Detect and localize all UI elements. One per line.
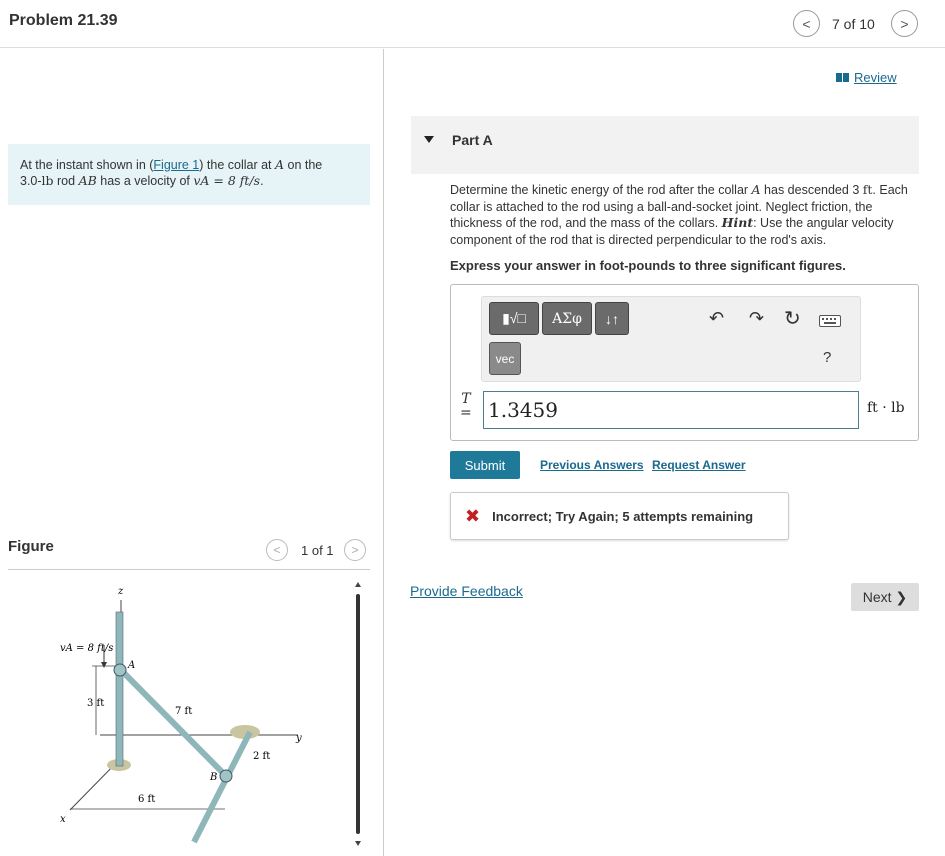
redo-button[interactable]: [749, 308, 764, 329]
error-icon: ✖: [465, 505, 481, 526]
greek-icon: ΑΣφ: [552, 310, 582, 327]
figure-divider: [8, 569, 370, 570]
prev-problem-button[interactable]: [793, 10, 820, 37]
feedback-message: Incorrect; Try Again; 5 attempts remaining: [492, 508, 754, 524]
reset-button[interactable]: [784, 306, 801, 331]
figure-title: Figure: [8, 538, 54, 555]
collar-a: [114, 664, 126, 676]
statement-text: At the instant shown in (: [20, 158, 154, 172]
a-label: A: [128, 660, 136, 671]
variable-symbol: T: [461, 391, 471, 407]
velocity-expression: vA = 8 ft/s: [193, 173, 261, 188]
review-label: Review: [854, 70, 897, 85]
next-label: Next: [862, 589, 892, 605]
six-ft-label: 6 ft: [138, 794, 156, 805]
review-link[interactable]: [836, 70, 897, 85]
help-button[interactable]: [823, 349, 831, 366]
figure-prev-button[interactable]: [266, 539, 288, 561]
arrowhead-icon: [101, 662, 107, 668]
statement-text: .: [260, 174, 264, 188]
statement-text: ) the collar at: [199, 158, 275, 172]
problem-title: Problem 21.39: [9, 12, 118, 29]
next-problem-button[interactable]: [891, 10, 918, 37]
previous-answers-link[interactable]: Previous Answers: [540, 458, 644, 472]
question-fragment: has descended 3: [760, 183, 863, 197]
vec-label: vec: [495, 351, 515, 366]
chevron-left-icon: <: [273, 543, 281, 557]
question-fragment: Determine the kinetic energy of the rod after the collar: [450, 183, 752, 197]
figure-diagram: [40, 580, 340, 850]
three-ft-label: 3 ft: [87, 698, 105, 709]
statement-text: has a velocity of: [96, 174, 194, 188]
problem-statement: [8, 144, 370, 205]
b-label: B: [210, 772, 218, 783]
chevron-right-icon: >: [900, 15, 909, 32]
collapse-triangle-icon: [424, 136, 434, 144]
arrows-icon: ↓↑: [605, 310, 619, 327]
undo-icon: ↶: [709, 308, 725, 328]
templates-icon: ▮√□: [502, 310, 526, 326]
keyboard-icon: [819, 315, 841, 327]
collar-symbol: A: [751, 182, 761, 197]
chevron-left-icon: <: [802, 15, 811, 32]
figure-pager: 1 of 1: [301, 543, 334, 558]
unit-symbol: ft: [862, 182, 873, 197]
x-label: x: [60, 814, 66, 825]
y-label: y: [296, 733, 302, 744]
figure-link[interactable]: Figure 1: [153, 158, 200, 172]
problem-pager: 7 of 10: [832, 16, 875, 32]
vertical-guide-rod: [116, 612, 123, 766]
two-ft-label: 2 ft: [253, 751, 271, 762]
book-icon: [836, 73, 849, 82]
answer-input[interactable]: 1.3459: [483, 391, 859, 429]
z-label: z: [118, 586, 124, 597]
part-a-label: Part A: [452, 132, 493, 148]
figure-scrollbar[interactable]: [352, 580, 364, 848]
variable-label: [460, 392, 472, 420]
equals-sign: =: [460, 405, 472, 421]
top-bar: [0, 0, 945, 48]
templates-button[interactable]: [489, 302, 539, 335]
redo-icon: ↷: [749, 308, 765, 328]
collar-b: [220, 770, 232, 782]
submit-button[interactable]: Submit: [450, 451, 520, 479]
pane-divider: [383, 49, 384, 856]
rod-ab: [121, 670, 226, 776]
statement-text: on the: [284, 158, 323, 172]
reset-icon: ↻: [784, 308, 801, 330]
question-text: [450, 182, 910, 248]
answer-unit: ft · lb: [867, 400, 905, 416]
collar-symbol: A: [275, 157, 285, 172]
chevron-right-icon: >: [351, 543, 359, 557]
greek-symbols-button[interactable]: [542, 302, 592, 335]
seven-ft-label: 7 ft: [175, 706, 193, 717]
keyboard-button[interactable]: [819, 314, 841, 332]
figure-next-button[interactable]: [344, 539, 366, 561]
request-answer-link[interactable]: Request Answer: [652, 458, 746, 472]
rod-symbol: AB: [78, 173, 97, 188]
statement-text: 3.0-: [20, 174, 42, 188]
vec-button[interactable]: [489, 342, 521, 375]
va-label: vA = 8 ft/s: [60, 643, 114, 654]
question-fragment: . Each collar is attached to the rod using a ball-and-socket joint. Neglect friction, the thickness of the rod, and the mass of the collars.: [450, 183, 908, 230]
statement-text: rod: [53, 174, 79, 188]
feedback-box: [450, 492, 789, 540]
chevron-right-icon: ❯: [895, 588, 908, 605]
arrows-button[interactable]: [595, 302, 629, 335]
provide-feedback-link[interactable]: Provide Feedback: [410, 583, 523, 599]
question-fragment: : Use the angular velocity component of the rod that is directed perpendicular to the rod's axis.: [450, 216, 894, 247]
next-button[interactable]: [851, 583, 919, 611]
help-icon: ?: [823, 349, 832, 366]
unit-symbol: lb: [41, 173, 54, 188]
hint-label: Hint: [721, 215, 754, 230]
answer-instruction: Express your answer in foot-pounds to three significant figures.: [450, 258, 846, 273]
undo-button[interactable]: [709, 308, 724, 329]
